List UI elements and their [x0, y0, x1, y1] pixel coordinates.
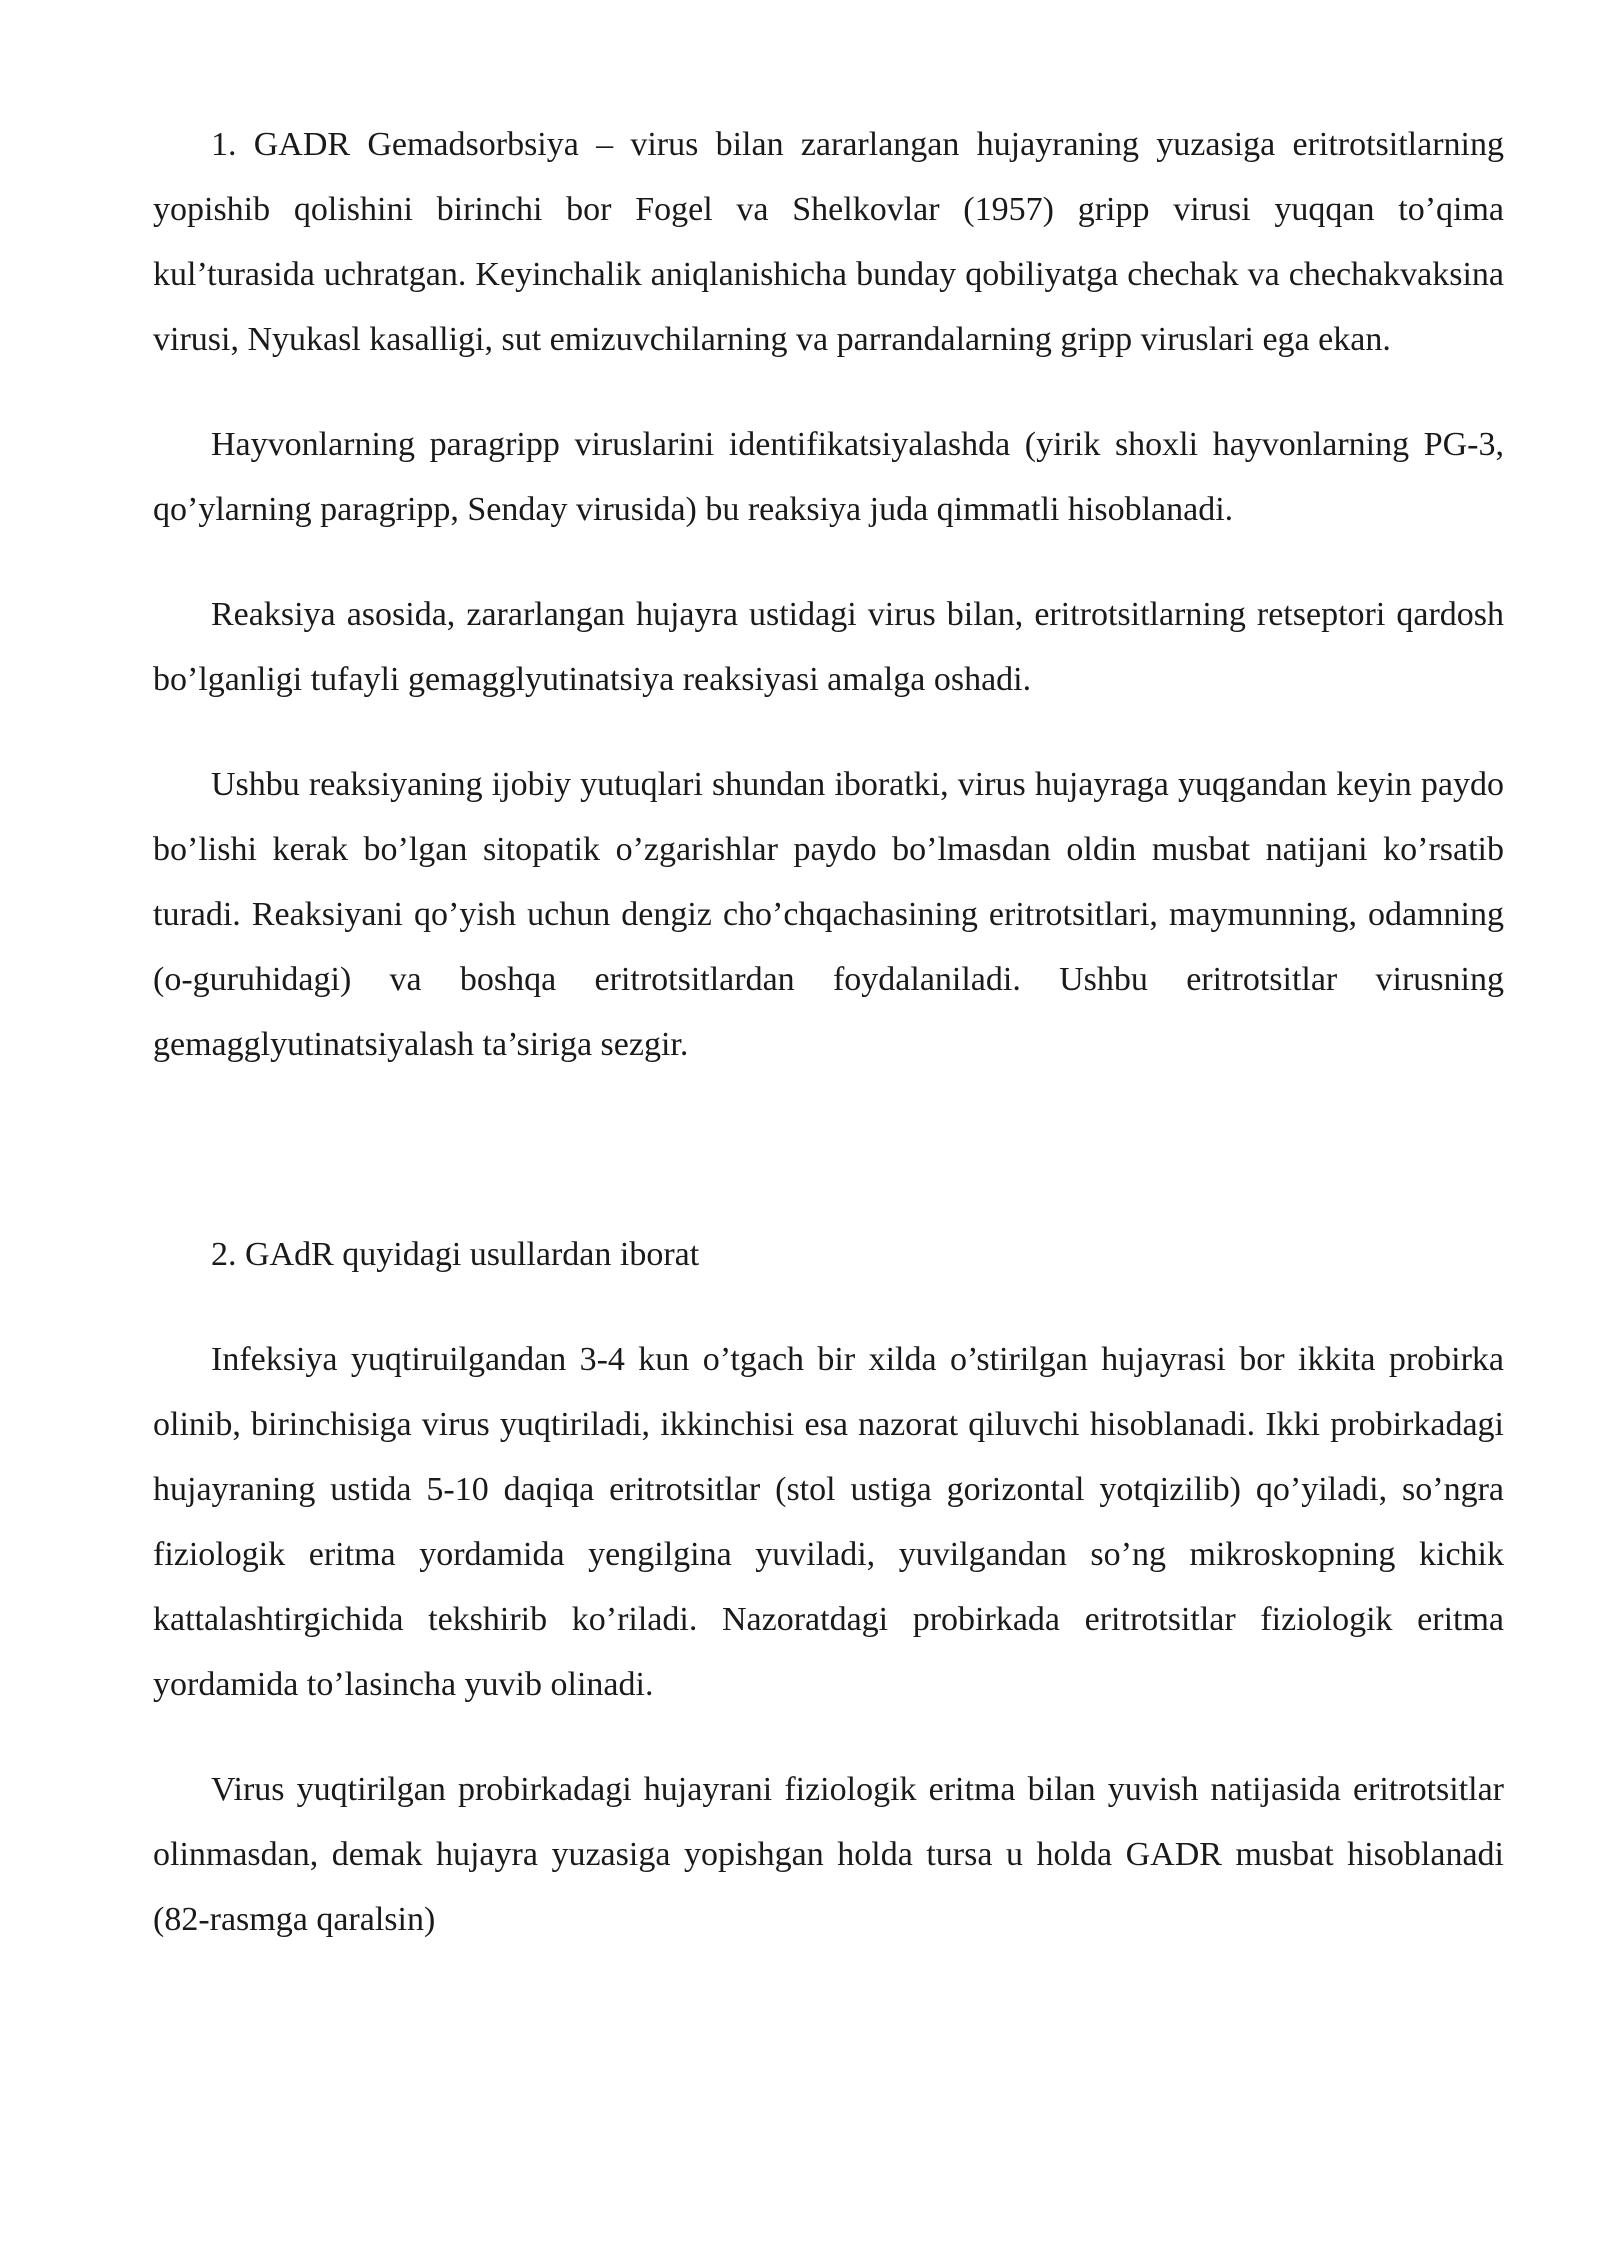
- paragraph-advantages: Ushbu reaksiyaning ijobiy yutuqlari shundan iboratki, virus hujayraga yuqgandan keyin paydo bo’lishi kerak bo’lgan sitopatik o’zgarishlar paydo bo’lmasdan oldin musbat natijani ko’rsatib turadi. Reaksiyani qo’yish uchun dengiz cho’chqachasining eritrotsitlari, maymunning, odamning (o-guruhidagi) va boshqa eritrotsitlardan foydalaniladi. Ushbu eritrotsitlar virusning gemagglyutinatsiyalash ta’siriga sezgir.: [153, 766, 1504, 1063]
- paragraph-paragripp: Hayvonlarning paragripp viruslarini identifikatsiyalashda (yirik shoxli hayvonlarning PG-3, qo’ylarning paragripp, Senday virusida) bu reaksiya juda qimmatli hisoblanadi.: [153, 426, 1504, 528]
- paragraph-gadr-definition: 1. GADR Gemadsorbsiya – virus bilan zararlangan hujayraning yuzasiga eritrotsitlarning yopishib qolishini birinchi bor Fogel va Shelkovlar (1957) gripp virusi yuqqan to’qima kul’turasida uchratgan. Keyinchalik aniqlanishicha bunday qobiliyatga chechak va chechakvaksina virusi, Nyukasl kasalligi, sut emizuvchilarning va parrandalarning gripp viruslari ega ekan.: [153, 126, 1504, 358]
- paragraph-reaction-basis: Reaksiya asosida, zararlangan hujayra ustidagi virus bilan, eritrotsitlarning retseptori qardosh bo’lganligi tufayli gemagglyutinatsiya reaksiyasi amalga oshadi.: [153, 596, 1504, 698]
- paragraph-procedure: Infeksiya yuqtiruilgandan 3-4 kun o’tgach bir xilda o’stirilgan hujayrasi bor ikkita probirka olinib, birinchisiga virus yuqtiriladi, ikkinchisi esa nazorat qiluvchi hisoblanadi. Ikki probirkadagi hujayraning ustida 5-10 daqiqa eritrotsitlar (stol ustiga gorizontal yotqizilib) qo’yiladi, so’ngra fiziologik eritma yordamida yengilgina yuviladi, yuvilgandan so’ng mikroskopning kichik kattalashtirgichida tekshirib ko’riladi. Nazoratdagi probirkada eritrotsitlar fiziologik eritma yordamida to’lasincha yuvib olinadi.: [153, 1341, 1504, 1703]
- section-heading-methods: 2. GAdR quyidagi usullardan iborat: [211, 1236, 700, 1273]
- paragraph-result: Virus yuqtirilgan probirkadagi hujayrani fiziologik eritma bilan yuvish natijasida eritrotsitlar olinmasdan, demak hujayra yuzasiga yopishgan holda tursa u holda GADR musbat hisoblanadi (82-rasmga qaralsin): [153, 1771, 1504, 1938]
